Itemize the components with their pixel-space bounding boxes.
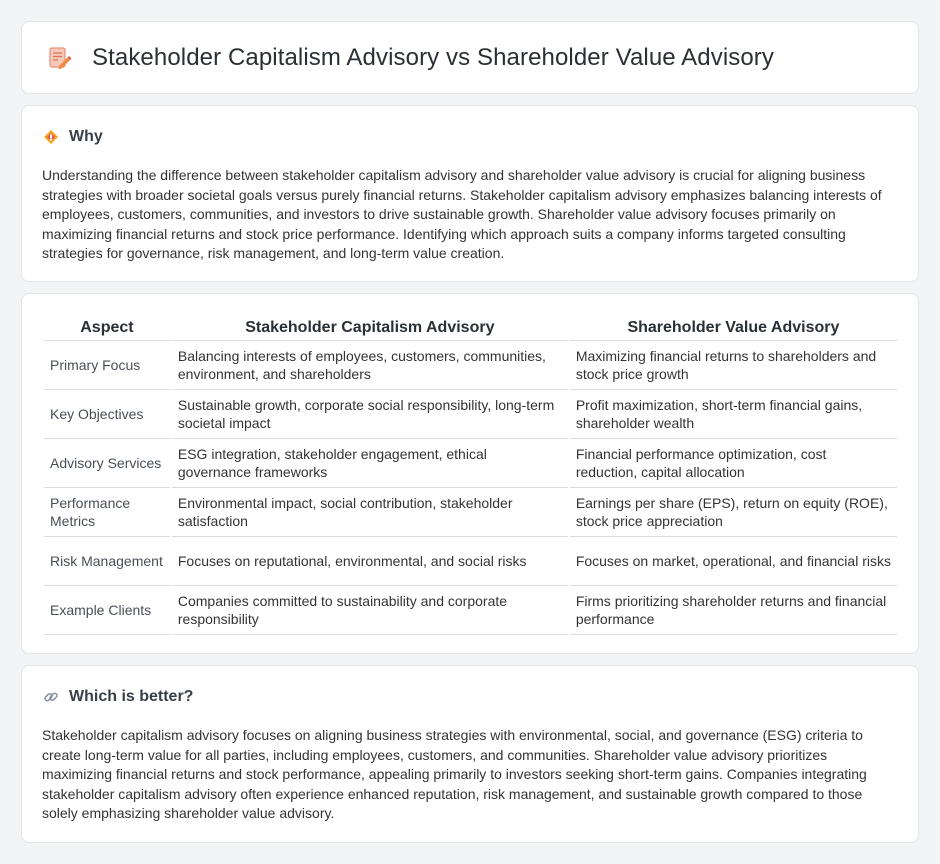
why-heading: Why bbox=[69, 128, 103, 145]
better-heading: Which is better? bbox=[69, 688, 194, 705]
stakeholder-cell: Environmental impact, social contribution, stakeholder satisfaction bbox=[172, 488, 568, 537]
link-icon bbox=[43, 689, 59, 705]
table-row bbox=[44, 439, 897, 488]
table-row bbox=[44, 341, 897, 390]
header-card bbox=[21, 21, 919, 94]
table-row bbox=[44, 537, 897, 586]
stakeholder-cell: Focuses on reputational, environmental, and social risks bbox=[172, 537, 568, 586]
title-row bbox=[46, 44, 774, 72]
aspect-cell: Performance Metrics bbox=[44, 488, 170, 537]
shareholder-cell: Profit maximization, short-term financial gains, shareholder wealth bbox=[570, 390, 897, 439]
aspect-cell: Example Clients bbox=[44, 586, 170, 635]
header-shareholder: Shareholder Value Advisory bbox=[570, 317, 897, 341]
stakeholder-cell: ESG integration, stakeholder engagement, ethical governance frameworks bbox=[172, 439, 568, 488]
better-heading-row bbox=[43, 688, 193, 706]
stakeholder-cell: Balancing interests of employees, customers, communities, environment, and shareholders bbox=[172, 341, 568, 390]
shareholder-cell: Focuses on market, operational, and financial risks bbox=[570, 537, 897, 586]
better-body: Stakeholder capitalism advisory focuses on aligning business strategies with environmental, social, and governance (ESG) criteria to create long-term value for all parties, including employees, customers, and communities. Shareholder value advisory prioritizes maximizing financial returns and stock performance, appealing primarily to investors seeking short-term gains. Companies integrating stakeholder capitalism advisory often experience enhanced reputation, risk management, and sustainable growth compared to those solely emphasizing shareholder value advisory. bbox=[42, 727, 867, 822]
table-row bbox=[44, 390, 897, 439]
shareholder-cell: Maximizing financial returns to shareholders and stock price growth bbox=[570, 341, 897, 390]
stakeholder-cell: Sustainable growth, corporate social responsibility, long-term societal impact bbox=[172, 390, 568, 439]
why-section bbox=[21, 105, 919, 282]
table-row bbox=[44, 488, 897, 537]
comparison-section bbox=[21, 293, 919, 654]
aspect-cell: Primary Focus bbox=[44, 341, 170, 390]
why-body: Understanding the difference between stakeholder capitalism advisory and shareholder value advisory is crucial for aligning business strategies with broader societal goals versus purely financial returns. Stakeholder capitalism advisory emphasizes balancing interests of employees, customers, communities, and investors to drive sustainable growth. Shareholder value advisory focuses primarily on maximizing financial returns and stock price performance. Identifying which approach suits a company informs targeted consulting strategies for governance, risk management, and long-term value creation. bbox=[42, 167, 882, 262]
shareholder-cell: Firms prioritizing shareholder returns and financial performance bbox=[570, 586, 897, 635]
shareholder-cell: Earnings per share (EPS), return on equity (ROE), stock price appreciation bbox=[570, 488, 897, 537]
stakeholder-cell: Companies committed to sustainability and corporate responsibility bbox=[172, 586, 568, 635]
document-pencil-icon bbox=[46, 45, 72, 71]
aspect-cell: Key Objectives bbox=[44, 390, 170, 439]
aspect-cell: Advisory Services bbox=[44, 439, 170, 488]
header-aspect: Aspect bbox=[44, 317, 170, 341]
shareholder-cell: Financial performance optimization, cost reduction, capital allocation bbox=[570, 439, 897, 488]
table-header-row bbox=[44, 317, 897, 341]
header-stakeholder: Stakeholder Capitalism Advisory bbox=[172, 317, 568, 341]
why-heading-row bbox=[43, 128, 103, 146]
table-row bbox=[44, 586, 897, 635]
aspect-cell: Risk Management bbox=[44, 537, 170, 586]
page-title: Stakeholder Capitalism Advisory vs Shareholder Value Advisory bbox=[92, 44, 774, 71]
diamond-signal-icon bbox=[43, 129, 59, 145]
which-better-section bbox=[21, 665, 919, 843]
comparison-table bbox=[42, 317, 899, 635]
